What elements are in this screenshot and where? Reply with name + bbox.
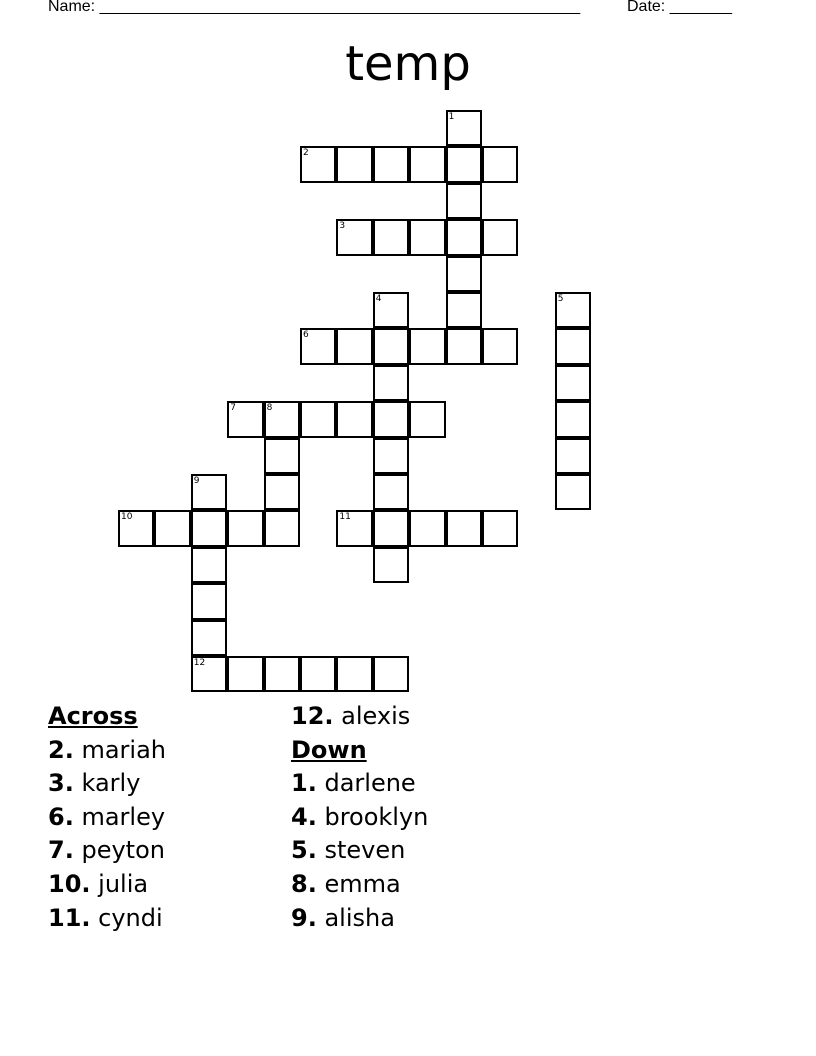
clue-text: alexis [341, 702, 411, 730]
grid-cell[interactable] [264, 656, 300, 692]
across-clue [48, 734, 166, 768]
down-clue [291, 767, 428, 801]
across-heading: Across [48, 702, 138, 730]
clue-number: 1. [291, 769, 317, 798]
grid-cell[interactable] [264, 474, 300, 510]
down-clue [291, 902, 428, 936]
cell-number: 5 [557, 294, 564, 304]
down-clue [291, 868, 428, 902]
clue-number: 10. [48, 869, 91, 898]
grid-cell[interactable] [336, 328, 372, 364]
grid-cell[interactable] [373, 146, 409, 182]
across-clue [48, 767, 166, 801]
grid-cell[interactable] [191, 620, 227, 656]
grid-cell[interactable] [373, 474, 409, 510]
clue-text: emma [324, 869, 401, 898]
across-clue [291, 700, 428, 734]
grid-cell[interactable] [336, 146, 372, 182]
clue-number: 12. [291, 702, 334, 730]
clue-text: alisha [324, 903, 395, 932]
grid-cell[interactable] [446, 146, 482, 182]
clue-text: karly [81, 769, 141, 798]
clue-number: 2. [48, 735, 74, 764]
cell-number: 2 [303, 148, 309, 159]
grid-cell[interactable] [446, 219, 482, 255]
clue-text: mariah [81, 735, 167, 764]
grid-cell[interactable] [409, 401, 445, 437]
grid-cell[interactable] [154, 510, 190, 546]
grid-cell[interactable] [409, 219, 445, 255]
clue-number: 6. [48, 802, 74, 831]
cell-number: 11 [339, 512, 351, 523]
clue-text: julia [98, 869, 149, 898]
grid-cell[interactable] [118, 510, 154, 546]
grid-cell[interactable] [227, 510, 263, 546]
down-clue [291, 834, 428, 868]
grid-cell[interactable] [373, 510, 409, 546]
grid-cell[interactable] [191, 547, 227, 583]
grid-cell[interactable] [336, 401, 372, 437]
clue-number: 9. [291, 903, 317, 932]
grid-cell[interactable] [191, 583, 227, 619]
clue-number: 11. [48, 903, 91, 932]
cell-number: 8 [266, 403, 273, 414]
clue-column-right [291, 700, 428, 935]
clue-text: cyndi [98, 903, 163, 932]
grid-cell[interactable] [482, 510, 518, 546]
grid-cell[interactable] [555, 328, 591, 364]
cell-number: 12 [193, 658, 206, 668]
puzzle-title: temp [345, 36, 471, 92]
grid-cell[interactable] [336, 219, 372, 255]
grid-cell[interactable] [264, 438, 300, 474]
grid-cell[interactable] [373, 365, 409, 401]
grid-cell[interactable] [373, 219, 409, 255]
grid-cell[interactable] [373, 656, 409, 692]
clue-number: 8. [291, 869, 317, 898]
name-field-label: Name: ______________________________________________________ [48, 0, 581, 15]
grid-cell[interactable] [482, 328, 518, 364]
grid-cell[interactable] [482, 219, 518, 255]
grid-cell[interactable] [555, 365, 591, 401]
grid-cell[interactable] [300, 656, 336, 692]
clue-text: steven [324, 836, 406, 865]
across-clue [48, 868, 166, 902]
grid-cell[interactable] [373, 438, 409, 474]
clue-text: marley [81, 802, 166, 831]
cell-number: 6 [303, 330, 309, 341]
across-clue [48, 834, 166, 868]
clue-number: 3. [48, 769, 74, 798]
cell-number: 4 [375, 294, 382, 304]
grid-cell[interactable] [227, 401, 263, 437]
grid-cell[interactable] [446, 328, 482, 364]
grid-cell[interactable] [409, 510, 445, 546]
grid-cell[interactable] [555, 401, 591, 437]
grid-cell[interactable] [555, 292, 591, 328]
grid-cell[interactable] [264, 510, 300, 546]
clue-number: 4. [291, 802, 317, 831]
grid-cell[interactable] [482, 146, 518, 182]
grid-cell[interactable] [373, 292, 409, 328]
grid-cell[interactable] [191, 474, 227, 510]
clue-text: brooklyn [324, 802, 429, 831]
grid-cell[interactable] [446, 292, 482, 328]
down-heading: Down [291, 735, 367, 764]
cell-number: 7 [230, 403, 236, 414]
grid-cell[interactable] [373, 328, 409, 364]
cell-number: 9 [193, 476, 200, 486]
clue-number: 5. [291, 836, 317, 865]
grid-cell[interactable] [555, 474, 591, 510]
grid-cell[interactable] [409, 146, 445, 182]
grid-cell[interactable] [191, 510, 227, 546]
across-clue [48, 902, 166, 936]
grid-cell[interactable] [191, 656, 227, 692]
grid-cell[interactable] [300, 146, 336, 182]
grid-cell[interactable] [227, 656, 263, 692]
grid-cell[interactable] [300, 401, 336, 437]
clue-number: 7. [48, 836, 74, 865]
grid-cell[interactable] [336, 656, 372, 692]
grid-cell[interactable] [446, 256, 482, 292]
grid-cell[interactable] [446, 183, 482, 219]
grid-cell[interactable] [446, 110, 482, 146]
clue-text: darlene [324, 769, 416, 798]
date-field-label: Date: _______ [627, 0, 732, 15]
grid-cell[interactable] [300, 328, 336, 364]
grid-cell[interactable] [409, 328, 445, 364]
cell-number: 1 [448, 112, 455, 122]
grid-cell[interactable] [264, 401, 300, 437]
cell-number: 3 [339, 221, 346, 232]
cell-number: 10 [121, 512, 133, 523]
grid-cell[interactable] [373, 401, 409, 437]
grid-cell[interactable] [446, 510, 482, 546]
down-clue [291, 801, 428, 835]
grid-cell[interactable] [336, 510, 372, 546]
grid-cell[interactable] [373, 547, 409, 583]
grid-cell[interactable] [555, 438, 591, 474]
clue-column-left [48, 700, 166, 935]
clue-text: peyton [81, 836, 165, 865]
across-clue [48, 801, 166, 835]
